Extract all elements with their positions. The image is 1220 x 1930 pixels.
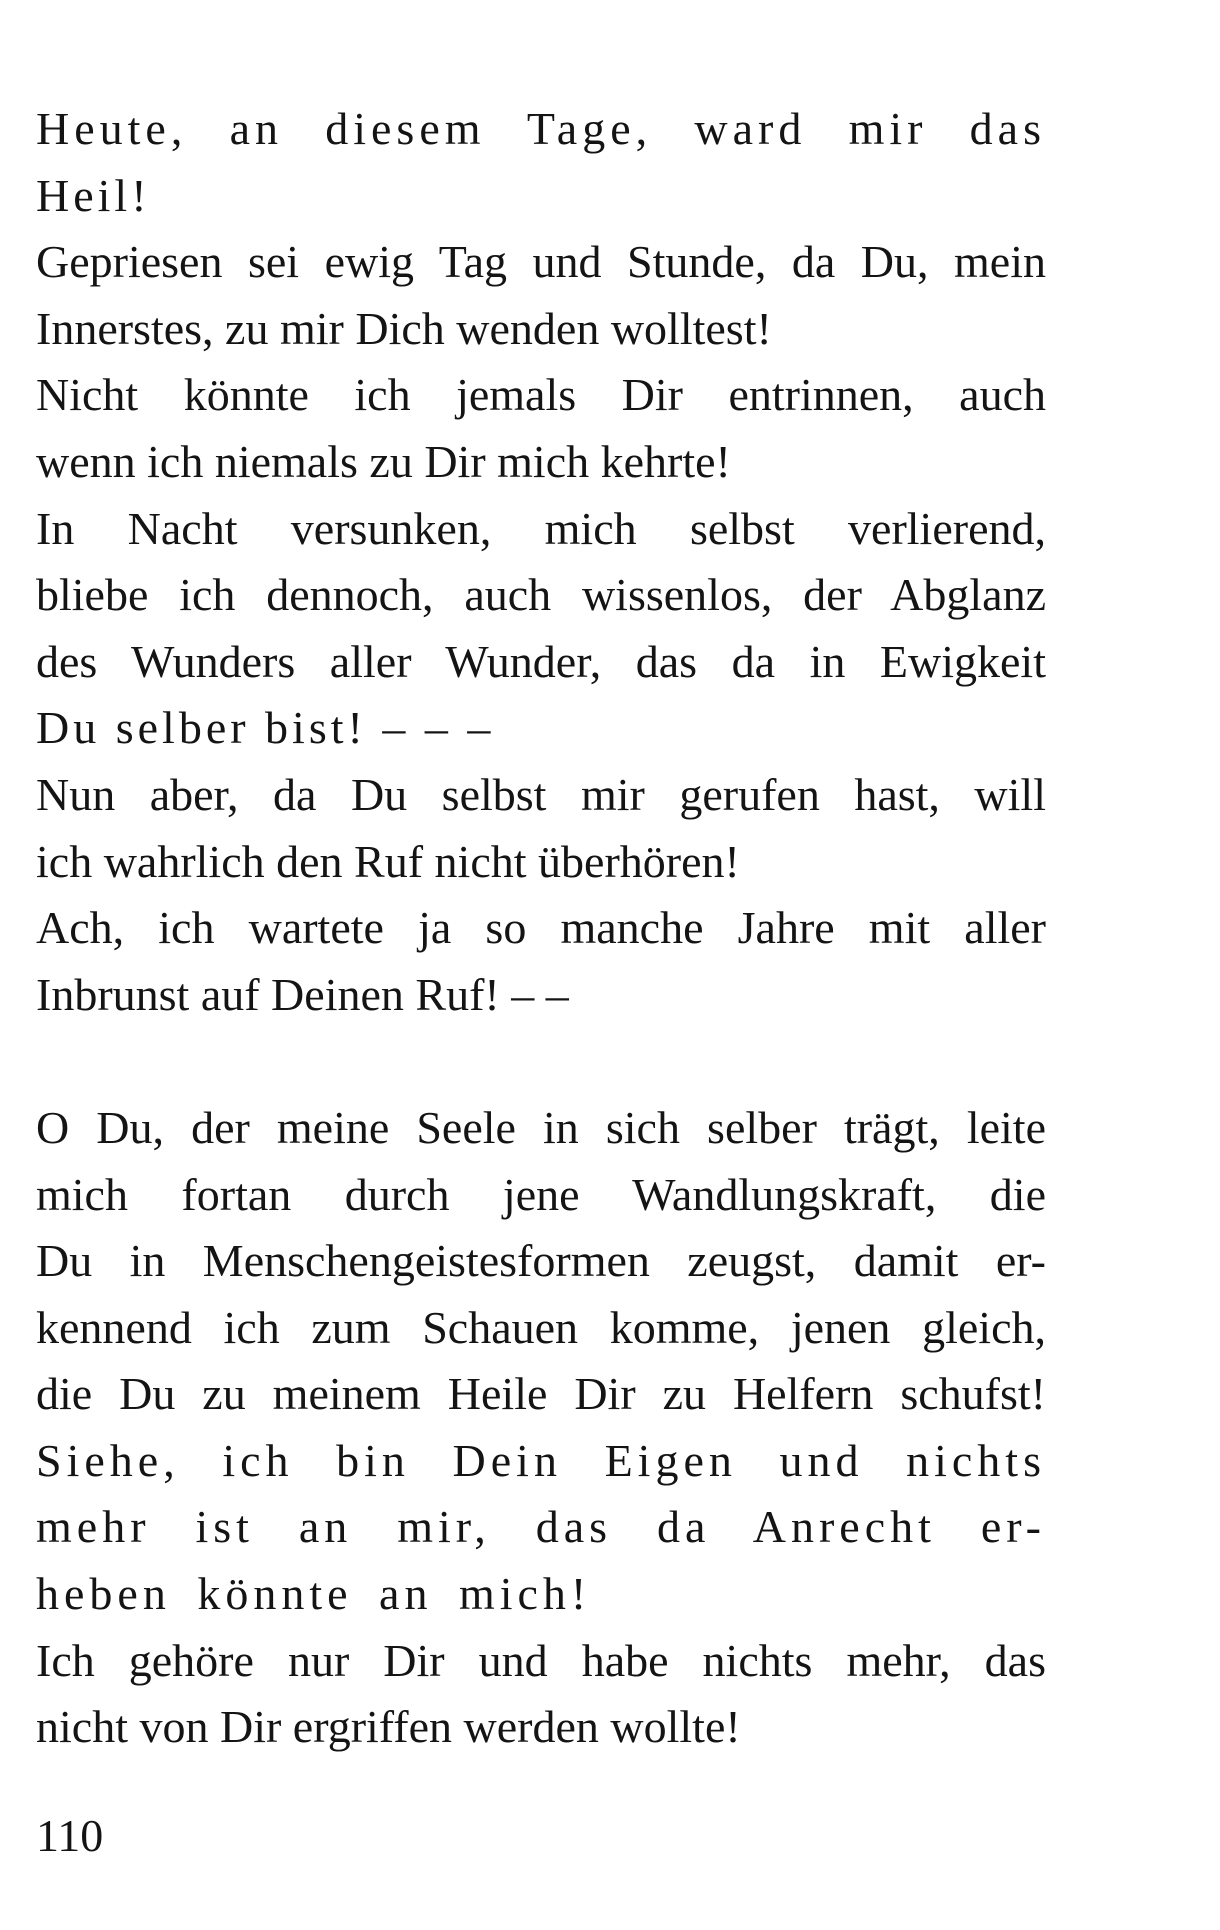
text-line: mehr ist an mir, das da Anrecht er- bbox=[36, 1501, 1046, 1553]
text-line: die Du zu meinem Heile Dir zu Helfern schufst! bbox=[36, 1368, 1046, 1420]
text-line: mich fortan durch jene Wandlungskraft, die bbox=[36, 1168, 1046, 1220]
text-line: heben könnte an mich! bbox=[36, 1568, 592, 1620]
text-line: Inbrunst auf Deinen Ruf! – – bbox=[36, 968, 569, 1020]
text-line: In Nacht versunken, mich selbst verlierend, bbox=[36, 502, 1046, 554]
text-line: des Wunders aller Wunder, das da in Ewigkeit bbox=[36, 635, 1046, 687]
text-line: wenn ich niemals zu Dir mich kehrte! bbox=[36, 435, 731, 487]
text-line: Nun aber, da Du selbst mir gerufen hast, will bbox=[36, 768, 1046, 820]
text-line: Du selber bist! – – – bbox=[36, 702, 495, 754]
text-line: Heute, an diesem Tage, ward mir das bbox=[36, 103, 1046, 154]
text-line: Ich gehöre nur Dir und habe nichts mehr, das bbox=[36, 1634, 1046, 1686]
text-line: Gepriesen sei ewig Tag und Stunde, da Du, mein bbox=[36, 236, 1046, 288]
text-line: Innerstes, zu mir Dich wenden wolltest! bbox=[36, 302, 772, 354]
text-line: O Du, der meine Seele in sich selber trägt, leite bbox=[36, 1101, 1046, 1153]
text-line: Nicht könnte ich jemals Dir entrinnen, auch bbox=[36, 369, 1046, 421]
paragraph-2 bbox=[36, 1095, 1046, 1761]
page-number: 110 bbox=[36, 1810, 104, 1861]
text-line: nicht von Dir ergriffen werden wollte! bbox=[36, 1701, 741, 1753]
text-line: bliebe ich dennoch, auch wissenlos, der Abglanz bbox=[36, 569, 1046, 621]
paragraph-1 bbox=[36, 96, 1046, 1028]
text-line: Siehe, ich bin Dein Eigen und nichts bbox=[36, 1434, 1046, 1486]
text-body bbox=[36, 96, 1046, 1761]
text-line: kennend ich zum Schauen komme, jenen gleich, bbox=[36, 1301, 1046, 1353]
text-line: ich wahrlich den Ruf nicht überhören! bbox=[36, 835, 740, 887]
text-line: Du in Menschengeistesformen zeugst, damit er- bbox=[36, 1235, 1046, 1287]
text-line: Heil! bbox=[36, 169, 151, 221]
text-line: Ach, ich wartete ja so manche Jahre mit aller bbox=[36, 902, 1046, 954]
paragraph-gap bbox=[36, 1028, 1046, 1095]
